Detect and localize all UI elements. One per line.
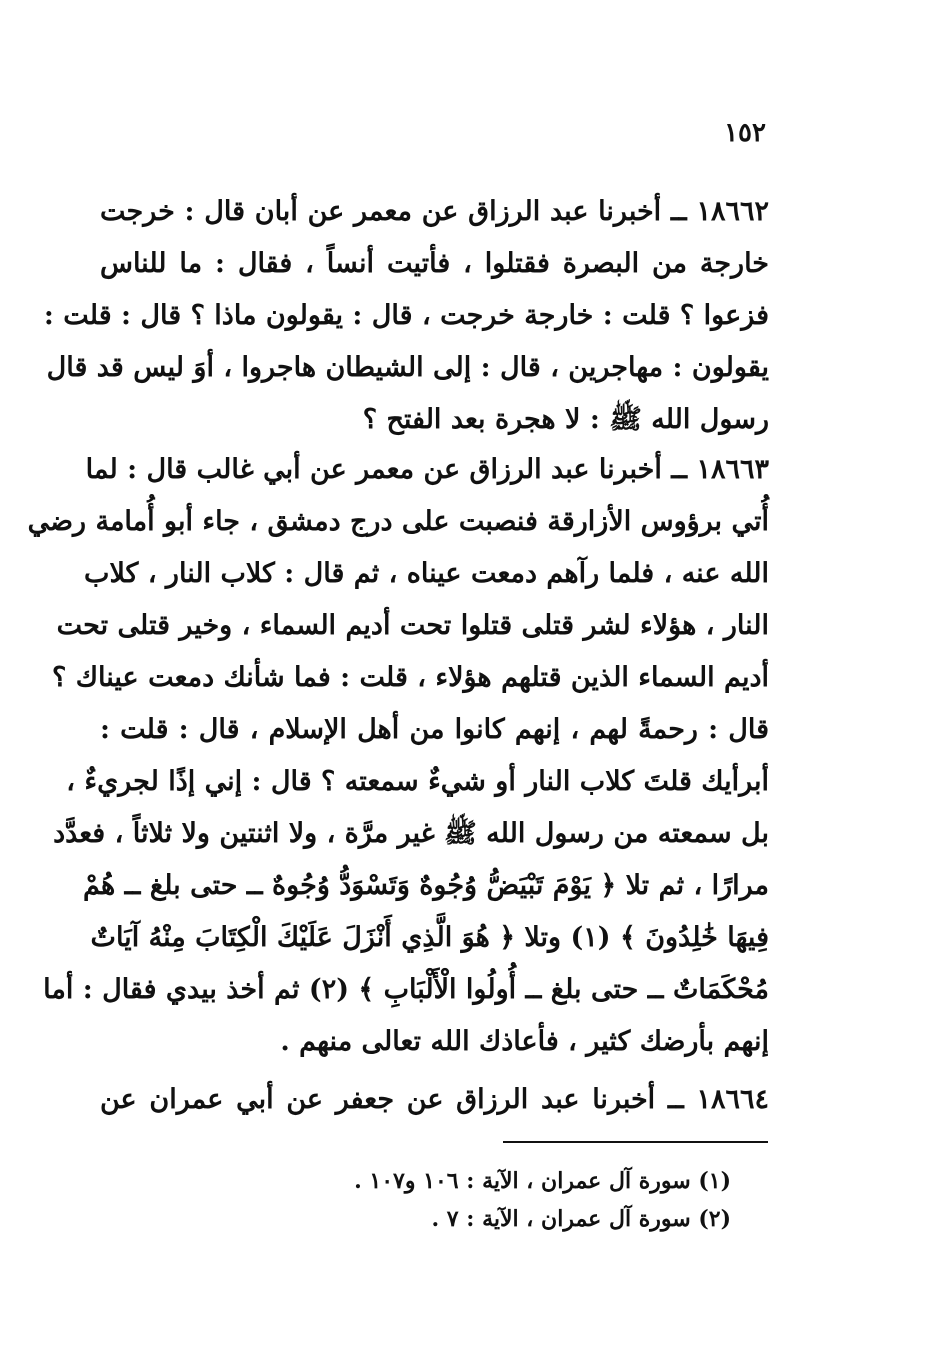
text-line: مُحْكَمَاتٌ ــ حتى بلغ ــ أُولُوا الْأَلْبَابِ ﴾ (٢) ثم أخذ بيدي فقال : أما [43,974,769,1005]
page-number: ١٥٢ [724,118,766,148]
text-line: الله عنه ، فلما رآهم دمعت عيناه ، ثم قال : كلاب النار ، كلاب [84,558,769,589]
text-line: أديم السماء الذين قتلهم هؤلاء ، قلت : فما شأنك دمعت عيناك ؟ [52,662,769,693]
hadith-paragraph-18664 [100,1074,769,1126]
footnote: (٢) سورة آل عمران ، الآية : ٧ . [431,1206,731,1232]
text-line: أُتي برؤوس الأزارقة فنصبت على درج دمشق ، جاء أبو أُمامة رضي [27,506,769,537]
text-line: فزعوا ؟ قلت : خارجة خرجت ، قال : يقولون ماذا ؟ قال : قلت : [43,300,769,331]
text-line: إنهم بأرضك كثير ، فأعاذك الله تعالى منهم . [280,1026,769,1057]
text-line: النار ، هؤلاء لشر قتلى قتلوا تحت أديم السماء ، وخير قتلى تحت [56,610,769,641]
text-line: يقولون : مهاجرين ، قال : إلى الشيطان هاجروا ، أوَ ليس قد قال [46,352,769,383]
footnote-divider [503,1141,768,1143]
footnotes [300,1162,731,1238]
footnote: (١) سورة آل عمران ، الآية : ١٠٦ و١٠٧ . [354,1168,731,1194]
text-line: مرارًا ، ثم تلا ﴿ يَوْمَ تَبْيَضُّ وُجُوهٌ وَتَسْوَدُّ وُجُوهٌ ــ حتى بلغ ــ هُمْ [83,870,769,901]
hadith-paragraph-18663 [27,444,769,1068]
text-line: فِيهَا خَٰلِدُونَ ﴾ (١) وتلا ﴿ هُوَ الَّذِي أَنْزَلَ عَلَيْكَ الْكِتَابَ مِنْهُ آيَاتٌ [90,922,769,953]
text-line: خارجة من البصرة فقتلوا ، فأتيت أنساً ، فقال : ما للناس [100,248,769,279]
text-line: أبرأيك قلتَ كلاب النار أو شيءٌ سمعته ؟ قال : إني إذًا لجريءٌ ، [66,766,769,797]
hadith-paragraph-18662 [43,186,769,446]
text-line: بل سمعته من رسول الله ﷺ غير مرَّة ، ولا اثنتين ولا ثلاثاً ، فعدَّد [53,818,769,849]
text-line: قال : رحمةً لهم ، إنهم كانوا من أهل الإسلام ، قال : قلت : [100,714,769,745]
text-line: رسول الله ﷺ : لا هجرة بعد الفتح ؟ [362,404,769,435]
text-line: ١٨٦٦٢ ــ أخبرنا عبد الرزاق عن معمر عن أبان قال : خرجت [100,196,769,227]
text-line: ١٨٦٦٤ ــ أخبرنا عبد الرزاق عن جعفر عن أبي عمران عن [100,1084,769,1115]
text-line: ١٨٦٦٣ ــ أخبرنا عبد الرزاق عن معمر عن أبي غالب قال : لما [85,454,769,485]
